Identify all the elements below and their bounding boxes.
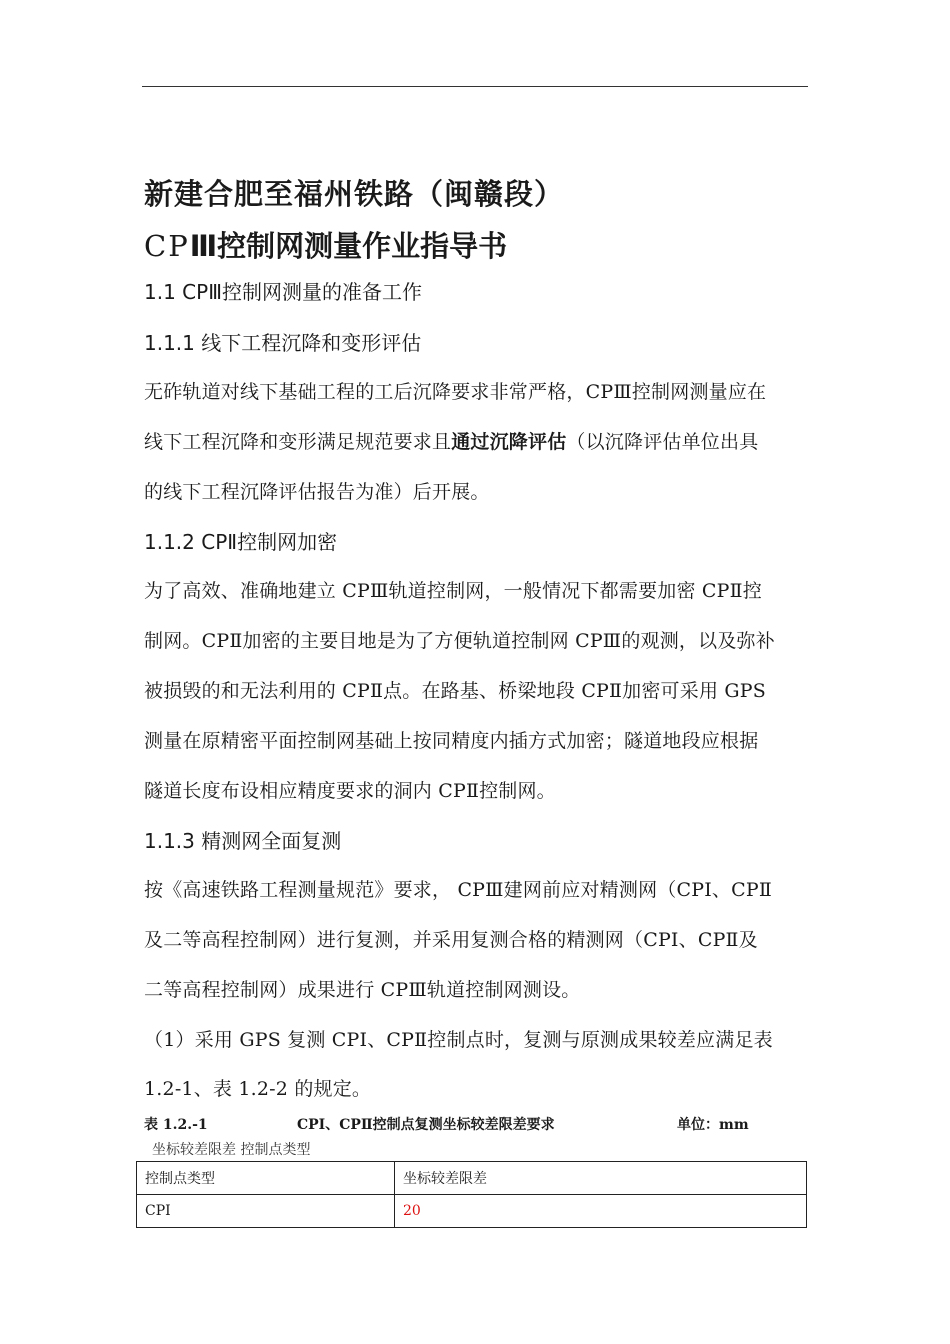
paragraph-line: 测量在原精密平面控制网基础上按同精度内插方式加密；隧道地段应根据 [144,730,759,752]
section-heading-1-1-3: 1.1.3 精测网全面复测 [144,829,342,853]
section-heading-1-1-1: 1.1.1 线下工程沉降和变形评估 [144,331,422,355]
paragraph-line: 被损毁的和无法利用的 CPⅡ点。在路基、桥梁地段 CPⅡ加密可采用 GPS [144,680,766,702]
table-cell-limit: 20 [395,1195,807,1228]
table-header-cell: 坐标较差限差 [395,1162,807,1195]
paragraph-line: 按《高速铁路工程测量规范》要求， CPⅢ建网前应对精测网（CPI、CPⅡ [144,879,772,901]
table-header-cell: 控制点类型 [137,1162,395,1195]
doc-title-line1: 新建合肥至福州铁路（闽赣段） [144,177,565,211]
title-cp-prefix: CP [144,229,190,263]
text-span: 线下工程沉降和变形满足规范要求且 [144,431,452,453]
table-caption-number: 表 1.2.-1 [144,1117,208,1133]
header-rule [142,86,808,87]
tolerance-table [136,1161,807,1228]
title-rest: Ⅲ控制网测量作业指导书 [189,229,508,263]
table-diagonal-header-label: 坐标较差限差 控制点类型 [152,1142,311,1158]
table-caption-unit: 单位：mm [677,1117,749,1133]
paragraph-line: 制网。CPⅡ加密的主要目地是为了方便轨道控制网 CPⅢ的观测，以及弥补 [144,630,775,652]
paragraph-line: 隧道长度布设相应精度要求的洞内 CPⅡ控制网。 [144,780,556,802]
table-row [137,1195,807,1228]
bold-text: 通过沉降评估 [451,431,567,453]
paragraph-line: （1）采用 GPS 复测 CPⅠ、CPⅡ控制点时，复测与原测成果较差应满足表 [144,1029,773,1051]
section-heading-1-1-2: 1.1.2 CPⅡ控制网加密 [144,530,338,554]
paragraph-line [144,427,758,454]
paragraph-line: 及二等高程控制网）进行复测，并采用复测合格的精测网（CPI、CPⅡ及 [144,929,758,951]
paragraph-line: 二等高程控制网）成果进行 CPⅢ轨道控制网测设。 [144,979,581,1001]
table-caption-title: CPI、CPⅡ控制点复测坐标较差限差要求 [297,1117,555,1133]
paragraph-line: 无砟轨道对线下基础工程的工后沉降要求非常严格，CPⅢ控制网测量应在 [144,381,767,403]
text-span: （以沉降评估单位出具 [566,431,759,453]
paragraph-line: 为了高效、准确地建立 CPⅢ轨道控制网，一般情况下都需要加密 CPⅡ控 [144,580,762,602]
section-heading-1-1: 1.1 CPⅢ控制网测量的准备工作 [144,280,422,304]
table-header-row [137,1162,807,1195]
paragraph-line: 的线下工程沉降评估报告为准）后开展。 [144,481,490,503]
doc-title-line2 [144,224,507,265]
paragraph-line: 1.2-1、表 1.2-2 的规定。 [144,1078,372,1100]
table-cell-type: CPⅠ [137,1195,395,1228]
